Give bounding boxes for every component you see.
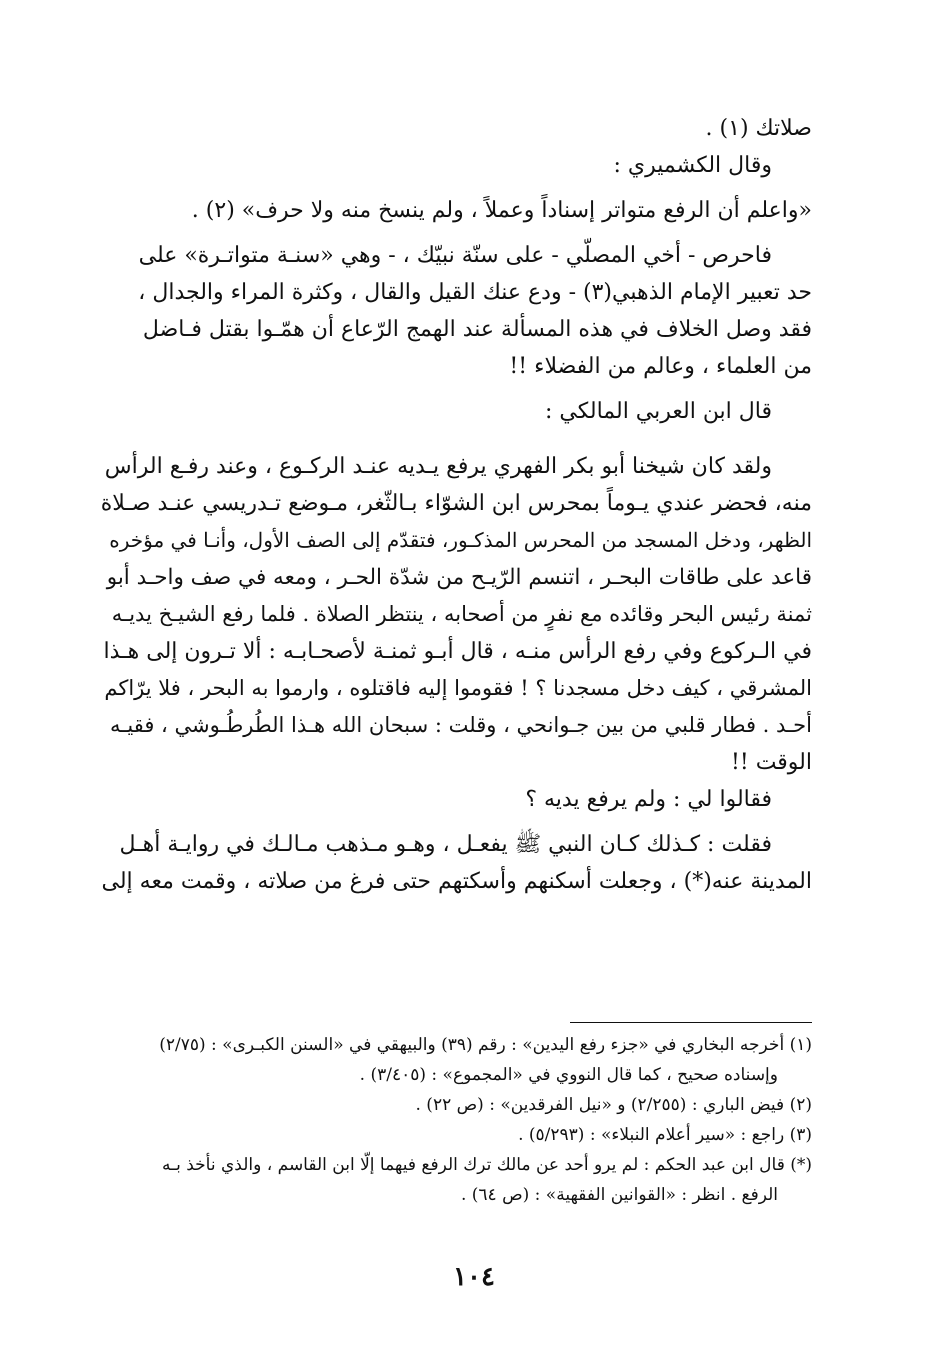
footnote-divider [570,1022,812,1023]
footnote-line: الرفع . انظر : «القوانين الفقهية» : (ص ٦٤) . [460,1185,778,1205]
text-line: قال ابن العربي المالكي : [544,399,772,424]
text-line: فقالوا لي : ولم يرفع يديه ؟ [525,787,772,812]
text-line: ولقد كان شيخنا أبو بكر الفهري يرفع يـديه عنـد الركـوع ، وعند رفـع الرأس [104,454,772,479]
footnote-line: (٣) راجع : «سير أعلام النبلاء» : (٥/٢٩٣) . [518,1125,812,1145]
text-line: منه، فحضر عندي يـوماً بمحرس ابن الشوّاء بـالثّغر، مـوضع تـدريسي عنـد صـلاة [100,491,812,516]
text-line: الظهر، ودخل المسجد من المحرس المذكـور، فتقدّم إلى الصف الأول، وأنـا في مؤخره [109,528,812,552]
text-line: أحـد . فطار قلبي من بين جـوانحي ، وقلت : سبحان الله هـذا الطُرطُـوشي ، فقيـه [109,713,812,737]
text-line: قاعد على طاقات البحـر ، اتنسم الرّيـح من شدّة الحـر ، ومعه في صف واحـد أبو [106,565,812,590]
text-line: المشرقي ، كيف دخل مسجدنا ؟ ! فقوموا إليه فاقتلوه ، وارموا به البحر ، فلا يرّاكم [104,676,812,700]
page-number: ١٠٤ [453,1262,495,1292]
text-line: من العلماء ، وعالم من الفضلاء !! [509,354,812,379]
text-line: الوقت !! [731,750,812,775]
text-line: فاحرص - أخي المصلّي - على سنّة نبيّك ، - وهي «سنـة متواتـرة» على [138,243,772,268]
text-line: فقد وصل الخلاف في هذه المسألة عند الهمج الرّعاع أن همّـوا بقتل فـاضل [142,317,812,342]
text-line: في الـركوع وفي رفع الرأس منـه ، قال أبـو ثمنـة لأصحـابـه : ألا تـرون إلى هـذا [103,639,812,664]
footnote-line: (*) قال ابن عبد الحكم : لم يرو أحد عن مالك ترك الرفع فيهما إلّا ابن القاسم ، والذي نأخذ بـه [162,1155,812,1175]
text-line: حد تعبير الإمام الذهبي(٣) - ودع عنك القيل والقال ، وكثرة المراء والجدال ، [138,280,812,305]
text-line: ثمنة رئيس البحر وقائده مع نفرٍ من أصحابه ، ينتظر الصلاة . فلما رفع الشيـخ يديـه [111,602,812,626]
footnote-line: (١) أخرجه البخاري في «جزء رفع اليدين» : رقم (٣٩) والبيهقي في «السنن الكبـرى» : (٢/٧٥) [159,1035,812,1055]
text-line: وقال الكشميري : [613,153,772,178]
quote-line: «واعلم أن الرفع متواتر إسناداً وعملاً ، ولم ينسخ منه ولا حرف» (٢) . [191,198,812,223]
text-line: صلاتك (١) . [705,116,812,141]
footnote-line: (٢) فيض الباري : (٢/٢٥٥) و «نيل الفرقدين» : (ص ٢٢) . [415,1095,812,1115]
main-text [100,110,812,900]
footnotes [100,1030,812,1210]
text-line: فقلت : كـذلك كـان النبي ﷺ يفعـل ، وهـو مـذهب مـالـك في روايـة أهـل [119,832,772,857]
footnote-line: وإسناده صحيح ، كما قال النووي في «المجموع» : (٣/٤٠٥) . [359,1065,778,1085]
text-line: المدينة عنه(*) ، وجعلت أسكنهم وأسكتهم حتى فرغ من صلاته ، وقمت معه إلى [101,869,812,894]
